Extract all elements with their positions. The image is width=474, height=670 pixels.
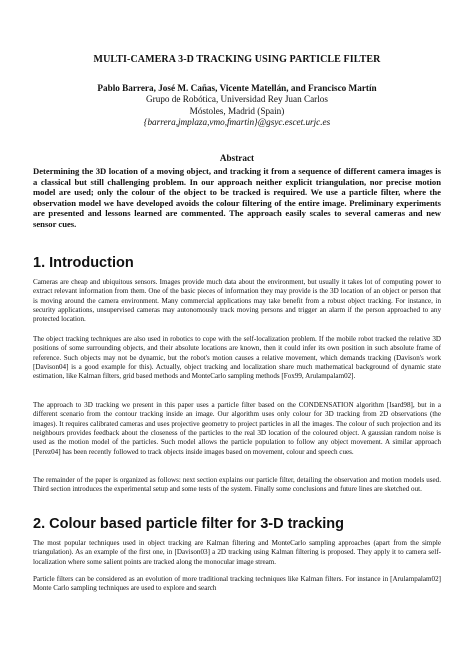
location: Móstoles, Madrid (Spain) [189,105,285,116]
authors: Pablo Barrera, José M. Cañas, Vicente Matellán, and Francisco Martín [97,83,377,93]
abstract-heading: Abstract [219,153,255,163]
paper-title: MULTI-CAMERA 3-D TRACKING USING PARTICLE FILTER [93,54,381,65]
section-1-paragraph-1: Cameras are cheap and ubiquitous sensors. Images provide much data about the environment, but usually it takes lot of computing power to extract relevant information from them. One of the basic pieces of information they may provide is the 3D location of an object or person that is moving around the camera environment. Many commercial applications may take benefit from a robust object tracking. For instance, in security applications, unsupervised cameras may autonomously track moving persons and trigger an alarm if the person approached to any protected location. [33,278,441,324]
email: {barrera,jmplaza,vmo,fmartin}@gsyc.escet.urjc.es [143,117,331,128]
section-1-heading: 1. Introduction [33,255,134,271]
section-1-paragraph-4: The remainder of the paper is organized as follows: next section explains our particle filter, detailing the observation and motion models used. Third section introduces the experimental setup and some tests of the system. Finally some conclusions and future lines are sketched out. [33,476,441,494]
section-2-paragraph-1: The most popular techniques used in object tracking are Kalman filtering and MonteCarlo sampling approaches (apart from the simple triangulation). As an example of the first one, in [Davison03] a 2D tracking using Kalman filtering is proposed. They apply it to camera self-localization where some salient points are tracked along the monocular image stream. [33,539,441,566]
author-block [0,83,474,129]
section-2-paragraph-2: Particle filters can be considered as an evolution of more traditional tracking techniques like Kalman filters. For instance in [Arulampalam02] Monte Carlo sampling techniques are used to explore and search [33,575,441,593]
section-2-heading: 2. Colour based particle filter for 3-D tracking [33,516,345,532]
section-1-paragraph-3: The approach to 3D tracking we present in this paper uses a particle filter based on the CONDENSATION algorithm [Isard98], but in a different scenario from the contour tracking inside an image. Our algorithm uses only colour for 3D tracking from 2D observations (the images). It requires calibrated cameras and uses projective geometry to project particles in all the images. The colour of such projection and its neighbours provides feedback about the closeness of the particles to the real 3D location of the coloured object. A gaussian random noise is used as the motion model of the particles. Such model allows the particle population to follow any object movement. A similar approach [Perez04] has been recently followed to track objects inside images based on movement, colour and speech cues. [33,401,441,456]
abstract-text: Determining the 3D location of a moving object, and tracking it from a sequence of different camera images is a classical but still challenging problem. In our approach neither explicit triangulation, nor precise motion model are used; only the colour of the object to be tracked is required. We use a particle filter, where the observation model we have developed avoids the colour filtering of the entire image. Preliminary experiments are presented and lessons learned are commented. The approach easily scales to several cameras and new sensor cues. [33,166,441,229]
section-1-paragraph-2: The object tracking techniques are also used in robotics to cope with the self-localization problem. If the mobile robot tracked the relative 3D positions of some surrounding objects, and their absolute locations are known, then it could infer its own position in such absolute frame of reference. Such objects may not be dynamic, but the robot's motion causes a relative movement, which demands tracking (Davison's work [Davison04] is a good example for this). Actually, object tracking and localization share much mathematical background of dynamic state estimation, like Kalman filters, grid based methods and MonteCarlo sampling methods [Fox99, Arulampalam02]. [33,335,441,381]
affiliation: Grupo de Robótica, Universidad Rey Juan Carlos [146,94,328,105]
